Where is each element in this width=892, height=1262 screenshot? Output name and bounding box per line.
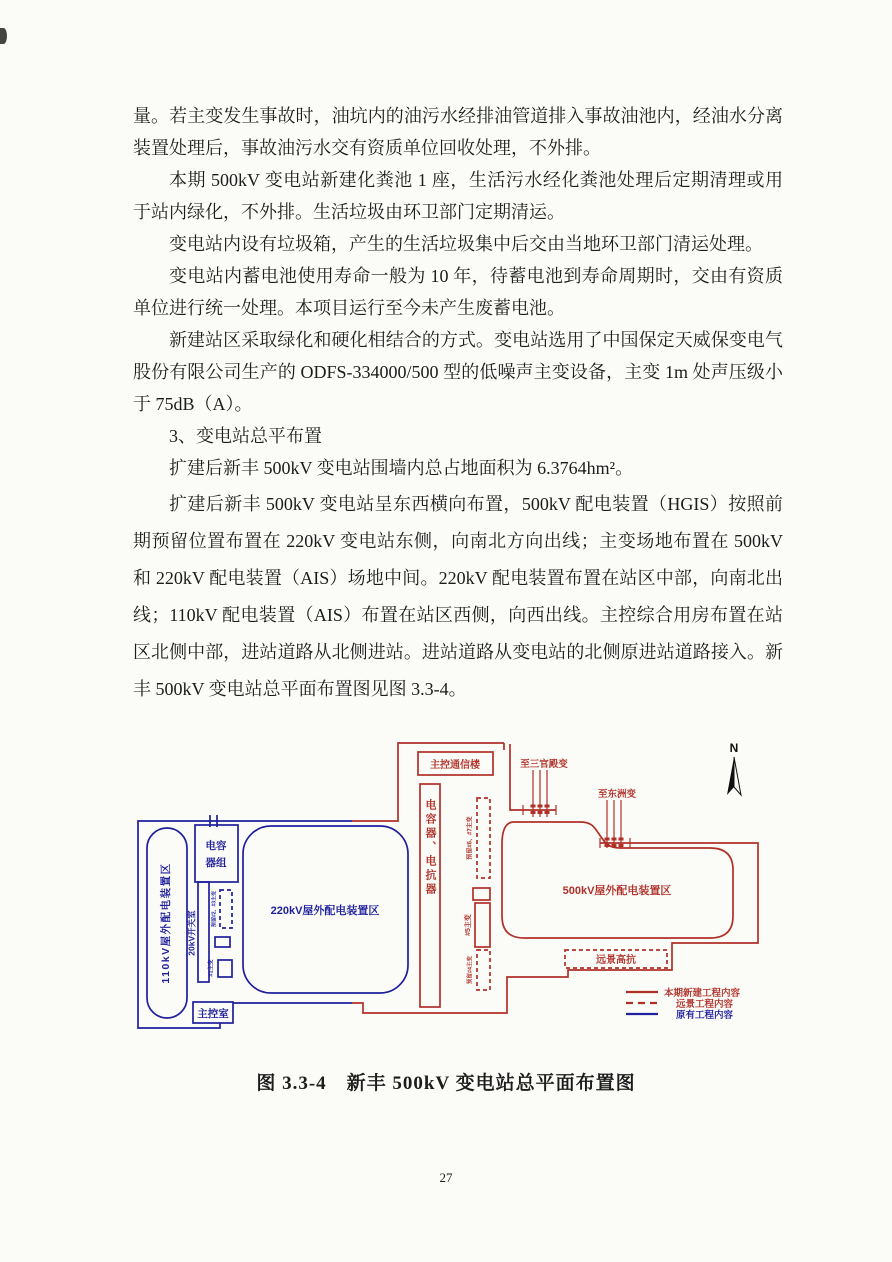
capacitor-bank-label-line2: 器组 [205, 857, 227, 869]
transformer-pad [215, 937, 230, 947]
page-number: 27 [439, 1170, 453, 1185]
transformer-5-label: #5主变 [464, 914, 472, 936]
paragraph: 变电站内蓄电池使用寿命一般为 10 年，待蓄电池到寿命周期时，交由有资质单位进行统一处理。本项目运行至今未产生废蓄电池。 [133, 266, 783, 318]
reserved-t6-t7-label: 预留#6、#7主变 [467, 816, 474, 860]
line-dongzhou-label: 至东洲变 [597, 789, 637, 800]
line-sanguandian-label: 至三官殿变 [520, 759, 568, 770]
paragraph: 扩建后新丰 500kV 变电站围墙内总占地面积为 6.3764hm²。 [169, 458, 634, 478]
figure-caption: 图 3.3-4 新丰 500kV 变电站总平面布置图 [256, 1073, 636, 1094]
area-220kv-label: 220kV屋外配电装置区 [270, 905, 380, 917]
section-heading: 3、变电站总平布置 [169, 426, 322, 446]
body-text [133, 100, 783, 708]
outgoing-lines-dongzhou [605, 800, 624, 848]
switch-room-20kv-label: 20kV开关室 [186, 910, 197, 956]
reserved-t4-outline [477, 950, 490, 990]
area-500kv-outline [502, 822, 733, 938]
north-arrow [727, 741, 741, 795]
paragraph: 扩建后新丰 500kV 变电站呈东西横向布置，500kV 配电装置（HGIS）按照前期预留位置布置在 220kV 变电站东侧，向南北方向出线；主变场地布置在 500kV 和 220kV 配电装置（AIS）场地中间。220kV 配电装置布置在站区中部，向南北出线；110kV 配电装置（AIS）布置在站区西侧，向西出线。主控综合用房布置在站区北侧中部，进站道路从北侧进站。进站道路从变电站的北侧原进站道路接入。新丰 500kV 变电站总平面布置图见图 3.3-4。 [133, 494, 783, 699]
switch-room-20kv-outline [198, 882, 209, 982]
site-plan-figure [130, 735, 780, 1065]
future-reactor-label: 远景高抗 [596, 955, 636, 966]
reserved-t6-t7-outline [477, 798, 490, 878]
capacitor-reactor-label: 电容器、电抗器 [424, 799, 436, 897]
capacitor-bank-label-line1: 电容 [205, 840, 227, 852]
scan-artifact [0, 28, 7, 44]
figure-legend [626, 987, 741, 1021]
control-comm-building-label: 主控通信楼 [430, 760, 480, 771]
paragraph-continuation: 量。若主变发生事故时，油坑内的油污水经排油管道排入事故油池内，经油水分离装置处理后，事故油污水交有资质单位回收处理，不外排。 [133, 106, 783, 158]
transformer-1-label: #1主变 [208, 959, 215, 977]
reserved-t2-t3-outline [220, 890, 232, 928]
area-110kv-label: 110kV屋外配电装置区 [159, 862, 172, 984]
paragraph: 新建站区采取绿化和硬化相结合的方式。变电站选用了中国保定天威保变电气股份有限公司生产的 ODFS-334000/500 型的低噪声主变设备，主变 1m 处声压级小于 75dB（A）。 [133, 330, 783, 414]
legend-label-future: 远景工程内容 [676, 999, 734, 1010]
paragraph: 本期 500kV 变电站新建化粪池 1 座，生活污水经化粪池处理后定期清理或用于站内绿化，不外排。生活垃圾由环卫部门定期清运。 [133, 170, 783, 222]
legend-label-existing: 原有工程内容 [676, 1010, 734, 1021]
transformer-5-outline [475, 903, 490, 947]
reserved-t2-t3-label: 预留#2、#3主变 [211, 890, 218, 928]
outgoing-lines-sanguandian [531, 770, 550, 817]
capacitor-bank-outline [195, 825, 238, 882]
reserved-t4-label: 预留#4主变 [467, 955, 474, 985]
transformer-5-pad [473, 888, 490, 900]
paragraph: 变电站内设有垃圾箱，产生的生活垃圾集中后交由当地环卫部门清运处理。 [169, 234, 763, 254]
area-500kv-label: 500kV屋外配电装置区 [562, 885, 672, 897]
main-control-room-label: 主控室 [197, 1008, 229, 1020]
legend-label-new: 本期新建工程内容 [664, 988, 741, 999]
north-arrow-label: N [729, 741, 739, 755]
transformer-1-outline [218, 960, 232, 977]
